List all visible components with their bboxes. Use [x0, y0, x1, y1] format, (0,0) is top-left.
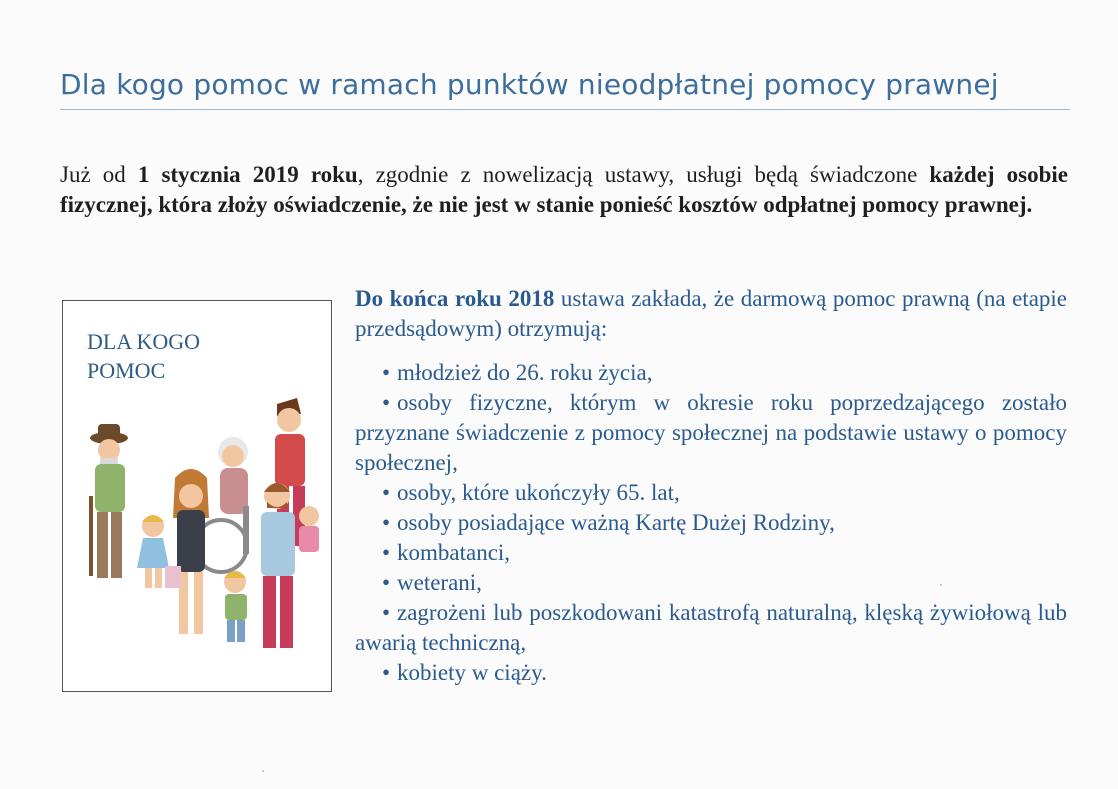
scan-speck	[940, 584, 942, 586]
list-item-text: kobiety w ciąży.	[397, 660, 547, 685]
boy-figure	[224, 571, 247, 642]
intro-text-2: , zgodnie z nowelizacją ustawy, usługi będą świadczone	[357, 162, 930, 187]
right-column	[355, 284, 1067, 688]
bullet-icon: •	[381, 600, 391, 625]
bullet-icon: •	[381, 480, 391, 505]
list-item-text: kombatanci,	[397, 540, 511, 565]
bullet-icon: •	[381, 510, 391, 535]
scan-speck	[262, 770, 264, 772]
list-item-text: weterani,	[397, 570, 482, 595]
eligibility-list	[355, 358, 1067, 688]
list-item-text: osoby fizyczne, którym w okresie roku poprzedzającego zostało przyznane świadczenie z pomocy społecznej na podstawie ustawy o pomocy społecznej,	[355, 390, 1067, 475]
box-title	[87, 327, 287, 385]
family-illustration	[71, 396, 323, 686]
list-item	[355, 508, 1067, 538]
list-item	[355, 358, 1067, 388]
list-item-text: osoby posiadające ważną Kartę Dużej Rodziny,	[397, 510, 835, 535]
intro-text-1: Już od	[60, 162, 138, 187]
woman-figure	[165, 469, 209, 634]
box-title-line2: POMOC	[87, 358, 166, 383]
list-item	[355, 478, 1067, 508]
list-item-text: zagrożeni lub poszkodowani katastrofą naturalną, klęską żywiołową lub awarią techniczną,	[355, 600, 1067, 655]
right-lead-bold: Do końca roku 2018	[355, 286, 555, 311]
intro-date: 1 stycznia 2019 roku	[137, 162, 358, 187]
list-item	[355, 568, 1067, 598]
girl-figure	[137, 515, 169, 588]
young-man-figure	[261, 483, 295, 648]
bullet-icon: •	[381, 540, 391, 565]
box-title-line1: DLA KOGO	[87, 329, 201, 354]
held-child-figure	[299, 506, 319, 552]
intro-emphasis: każdej osobie fizycznej, która złoży oświadczenie, że nie jest w stanie ponieść kosztów odpłatnej pomocy prawnej.	[60, 162, 1069, 217]
grandfather-figure	[89, 424, 128, 578]
bullet-icon: •	[381, 660, 391, 685]
list-item-text: osoby, które ukończyły 65. lat,	[397, 480, 680, 505]
list-item	[355, 388, 1067, 478]
bullet-icon: •	[381, 570, 391, 595]
page-title: Dla kogo pomoc w ramach punktów nieodpłatnej pomocy prawnej	[60, 68, 1070, 110]
list-item	[355, 538, 1067, 568]
illustration-box	[62, 300, 332, 692]
bullet-icon: •	[381, 360, 391, 385]
intro-paragraph	[60, 160, 1068, 220]
list-item	[355, 658, 1067, 688]
list-item	[355, 598, 1067, 658]
list-item-text: młodzież do 26. roku życia,	[397, 360, 653, 385]
bullet-icon: •	[381, 390, 391, 415]
right-lead-text: ustawa zakłada, że darmową pomoc prawną (na etapie przedsądowym) otrzymują:	[355, 286, 1067, 341]
right-lead	[355, 284, 1067, 344]
